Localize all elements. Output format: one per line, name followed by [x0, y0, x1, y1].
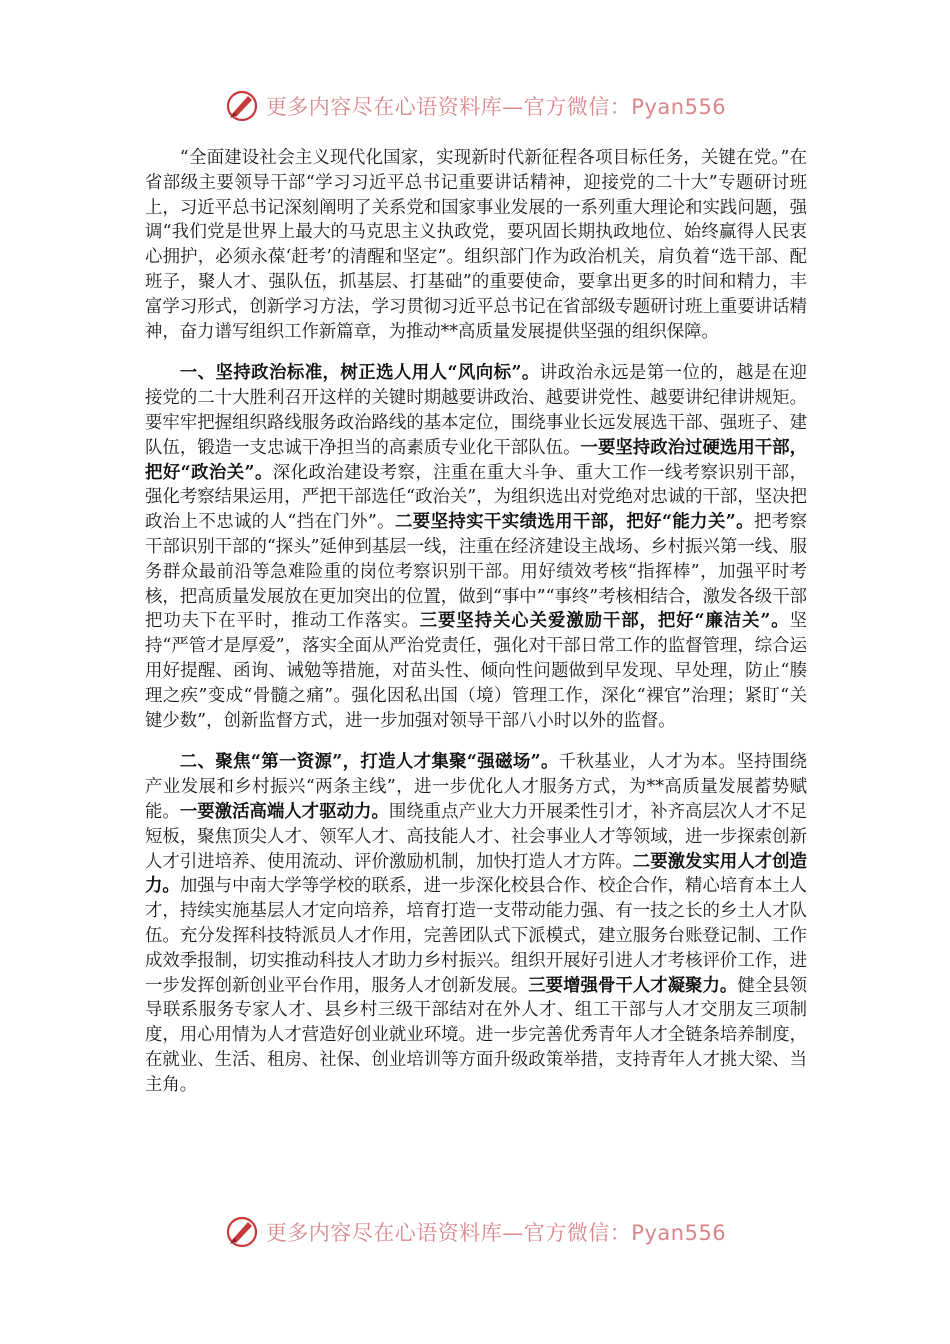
section-one-paragraph: [145, 361, 807, 733]
header-banner: [0, 86, 950, 126]
intro-paragraph: “全面建设社会主义现代化国家，实现新时代新征程各项目标任务，关键在党。”在省部级主要领导干部“学习习近平总书记重要讲话精神，迎接党的二十大”专题研讨班上，习近平总书记深刻阐明了关系党和国家事业发展的一系列重大理论和实践问题，强调“我们党是世界上最大的马克思主义执政党，要巩固长期执政地位、始终赢得人民衷心拥护，必须永葆‘赶考’的清醒和坚定”。组织部门作为政治机关，肩负着“选干部、配班子，聚人才、强队伍，抓基层、打基础”的重要使命，要拿出更多的时间和精力，丰富学习形式，创新学习方法，学习贯彻习近平总书记在省部级专题研讨班上重要讲话精神，奋力谱写组织工作新篇章，为推动**高质量发展提供坚强的组织保障。: [145, 148, 807, 342]
footer-banner: [0, 1212, 950, 1252]
section-one-point-3: 三要坚持关心关爱激励干部，把好“廉洁关”。: [419, 611, 790, 632]
section-two-text-2: 围绕重点产业大力开展柔性引才，补齐高层次人才不足短板，聚焦顶尖人才、领军人才、高技能人才、社会事业人才等领域，进一步探索创新人才引进培养、使用流动、评价激励机制，加快打造人才方阵。: [145, 801, 807, 872]
pen-logo-icon: [224, 88, 260, 124]
section-two-paragraph: [145, 750, 807, 1097]
section-one-text-1: 讲政治永远是第一位的，越是在迎接党的二十大胜利召开这样的关键时期越要讲政治、越要讲党性、越要讲纪律讲规矩。要牢牢把握组织路线服务政治路线的基本定位，围绕事业长远发展选干部、强班子、建队伍，锻造一支忠诚干净担当的高素质专业化干部队伍。: [145, 363, 807, 458]
section-two-text-1: 千秋基业，人才为本。坚持围绕产业发展和乡村振兴“两条主线”，进一步优化人才服务方式，为**高质量发展蓄势赋能。: [145, 752, 807, 822]
section-two-text-3: 加强与中南大学等学校的联系，进一步深化校县合作、校企合作，精心培育本土人才，持续实施基层人才定向培养，培育打造一支带动能力强、有一技之长的乡土人才队伍。充分发挥科技特派员人才作用，完善团队式下派模式，建立服务台账登记制、工作成效季报制，切实推动科技人才助力乡村振兴。组织开展好引进人才考核评价工作，进一步发挥创新创业平台作用，服务人才创新发展。: [145, 876, 807, 996]
section-one-text-2: 深化政治建设考察，注重在重大斗争、重大工作一线考察识别干部，强化考察结果运用，严把干部选任“政治关”，为组织选出对党绝对忠诚的干部，坚决把政治上不忠诚的人“挡在门外”。: [145, 462, 807, 533]
section-two-text-4: 健全县领导联系服务专家人才、县乡村三级干部结对在外人才、组工干部与人才交朋友三项制度，用心用情为人才营造好创业就业环境。进一步完善优秀青年人才全链条培养制度，在就业、生活、租房、社保、创业培训等方面升级政策举措，支持青年人才挑大梁、当主角。: [145, 975, 807, 1095]
section-two-point-1: 一要激活高端人才驱动力。: [179, 801, 389, 822]
banner-text: 更多内容尽在心语资料库—官方微信：Pyan556: [265, 95, 727, 119]
section-one-point-1: 一要坚持政治过硬选用干部，把好“政治关”。: [145, 437, 807, 483]
section-one-heading: 一、坚持政治标准，树正选人用人“风向标”。: [179, 363, 540, 384]
section-two-point-2: 二要激发实用人才创造力。: [145, 851, 807, 897]
banner-text: 更多内容尽在心语资料库—官方微信：Pyan556: [265, 1221, 727, 1245]
pen-logo-icon: [224, 1214, 260, 1250]
document-body: [145, 146, 807, 1097]
section-one-text-4: 坚持“严管才是厚爱”，落实全面从严治党责任，强化对干部日常工作的监督管理，综合运用好提醒、函询、诫勉等措施，对苗头性、倾向性问题做到早发现、早处理，防止“腠理之疾”变成“骨髓之痛”。强化因私出国（境）管理工作，深化“裸官”治理；紧盯“关键少数”，创新监督方式，进一步加强对领导干部八小时以外的监督。: [145, 611, 807, 731]
section-one-text-3: 把考察干部识别干部的“探头”延伸到基层一线，注重在经济建设主战场、乡村振兴第一线、服务群众最前沿等急难险重的岗位考察识别干部。用好绩效考核“指挥棒”，加强平时考核，把高质量发展放在更加突出的位置，做到“事中”“事终”考核相结合，激发各级干部把功夫下在平时，推动工作落实。: [145, 512, 807, 632]
section-two-point-3: 三要增强骨干人才凝聚力。: [528, 975, 738, 996]
section-two-heading: 二、聚焦“第一资源”，打造人才集聚“强磁场”。: [179, 752, 559, 773]
section-one-point-2: 二要坚持实干实绩选用干部，把好“能力关”。: [394, 512, 754, 533]
